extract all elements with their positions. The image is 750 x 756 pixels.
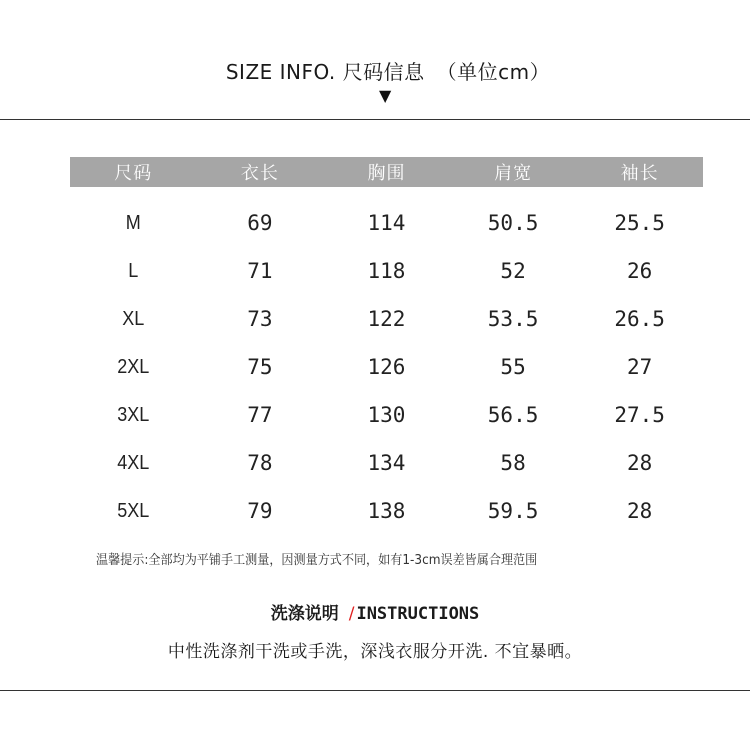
sleeve-cell: 28: [627, 499, 653, 523]
sleeve-cell: 25.5: [614, 211, 665, 235]
table-row: [70, 199, 703, 247]
table-row: [70, 295, 703, 343]
length-cell: 69: [247, 211, 273, 235]
shoulder-cell: 58: [500, 451, 526, 475]
column-header-chest: 胸围: [367, 163, 406, 184]
page-title: [0, 56, 750, 85]
shoulder-cell: 50.5: [487, 211, 539, 235]
table-row: [70, 391, 703, 439]
shoulder-cell: 53.5: [487, 307, 539, 331]
table-row: [70, 439, 703, 487]
sleeve-cell: 26.5: [614, 307, 665, 331]
measurement-note: 温馨提示:全部均为平铺手工测量，因测量方式不同，如有1-3cm误差皆属合理范围: [96, 553, 538, 568]
chest-cell: 138: [367, 499, 406, 523]
down-arrow-icon: ▼: [379, 86, 392, 105]
size-table: [70, 157, 703, 535]
sleeve-cell: 27: [627, 355, 653, 379]
table-row: [70, 343, 703, 391]
wash-instructions-text: 中性洗涤剂干洗或手洗，深浅衣服分开洗. 不宜暴晒。: [167, 642, 583, 662]
sleeve-cell: 26: [627, 259, 653, 283]
shoulder-cell: 52: [500, 259, 526, 283]
chest-cell: 114: [367, 211, 406, 235]
sleeve-cell: 27.5: [614, 403, 665, 427]
chest-cell: 118: [367, 259, 406, 283]
bottom-divider: [0, 690, 750, 691]
size-cell: XL: [122, 307, 145, 330]
size-cell: 4XL: [117, 451, 150, 474]
size-cell: M: [125, 211, 141, 234]
table-row: [70, 487, 703, 535]
chest-cell: 122: [367, 307, 406, 331]
wash-heading-cn: 洗涤说明: [270, 604, 339, 624]
chest-cell: 130: [367, 403, 406, 427]
sleeve-cell: 28: [627, 451, 653, 475]
length-cell: 71: [247, 259, 273, 283]
chest-cell: 134: [367, 451, 406, 475]
length-cell: 78: [247, 451, 273, 475]
wash-instructions-heading: [0, 599, 750, 624]
length-cell: 79: [247, 499, 273, 523]
size-cell: 2XL: [117, 355, 150, 378]
title-text: SIZE INFO. 尺码信息: [225, 60, 425, 84]
unit-text: （单位cm）: [436, 60, 551, 84]
column-header-length: 衣长: [240, 163, 279, 184]
length-cell: 73: [247, 307, 273, 331]
slash-divider: /: [348, 604, 355, 624]
length-cell: 77: [247, 403, 273, 427]
top-divider: [0, 119, 750, 120]
column-header-shoulder: 肩宽: [494, 163, 533, 184]
table-body: [70, 199, 703, 535]
shoulder-cell: 55: [500, 355, 526, 379]
wash-heading-en: INSTRUCTIONS: [356, 604, 480, 624]
column-header-sleeve: 袖长: [620, 163, 659, 184]
size-cell: L: [128, 259, 139, 282]
column-header-size: 尺码: [114, 163, 153, 184]
shoulder-cell: 59.5: [487, 499, 539, 523]
table-header: [70, 157, 703, 187]
size-cell: 3XL: [117, 403, 150, 426]
size-cell: 5XL: [117, 499, 150, 522]
shoulder-cell: 56.5: [487, 403, 539, 427]
length-cell: 75: [247, 355, 273, 379]
table-row: [70, 247, 703, 295]
chest-cell: 126: [367, 355, 406, 379]
